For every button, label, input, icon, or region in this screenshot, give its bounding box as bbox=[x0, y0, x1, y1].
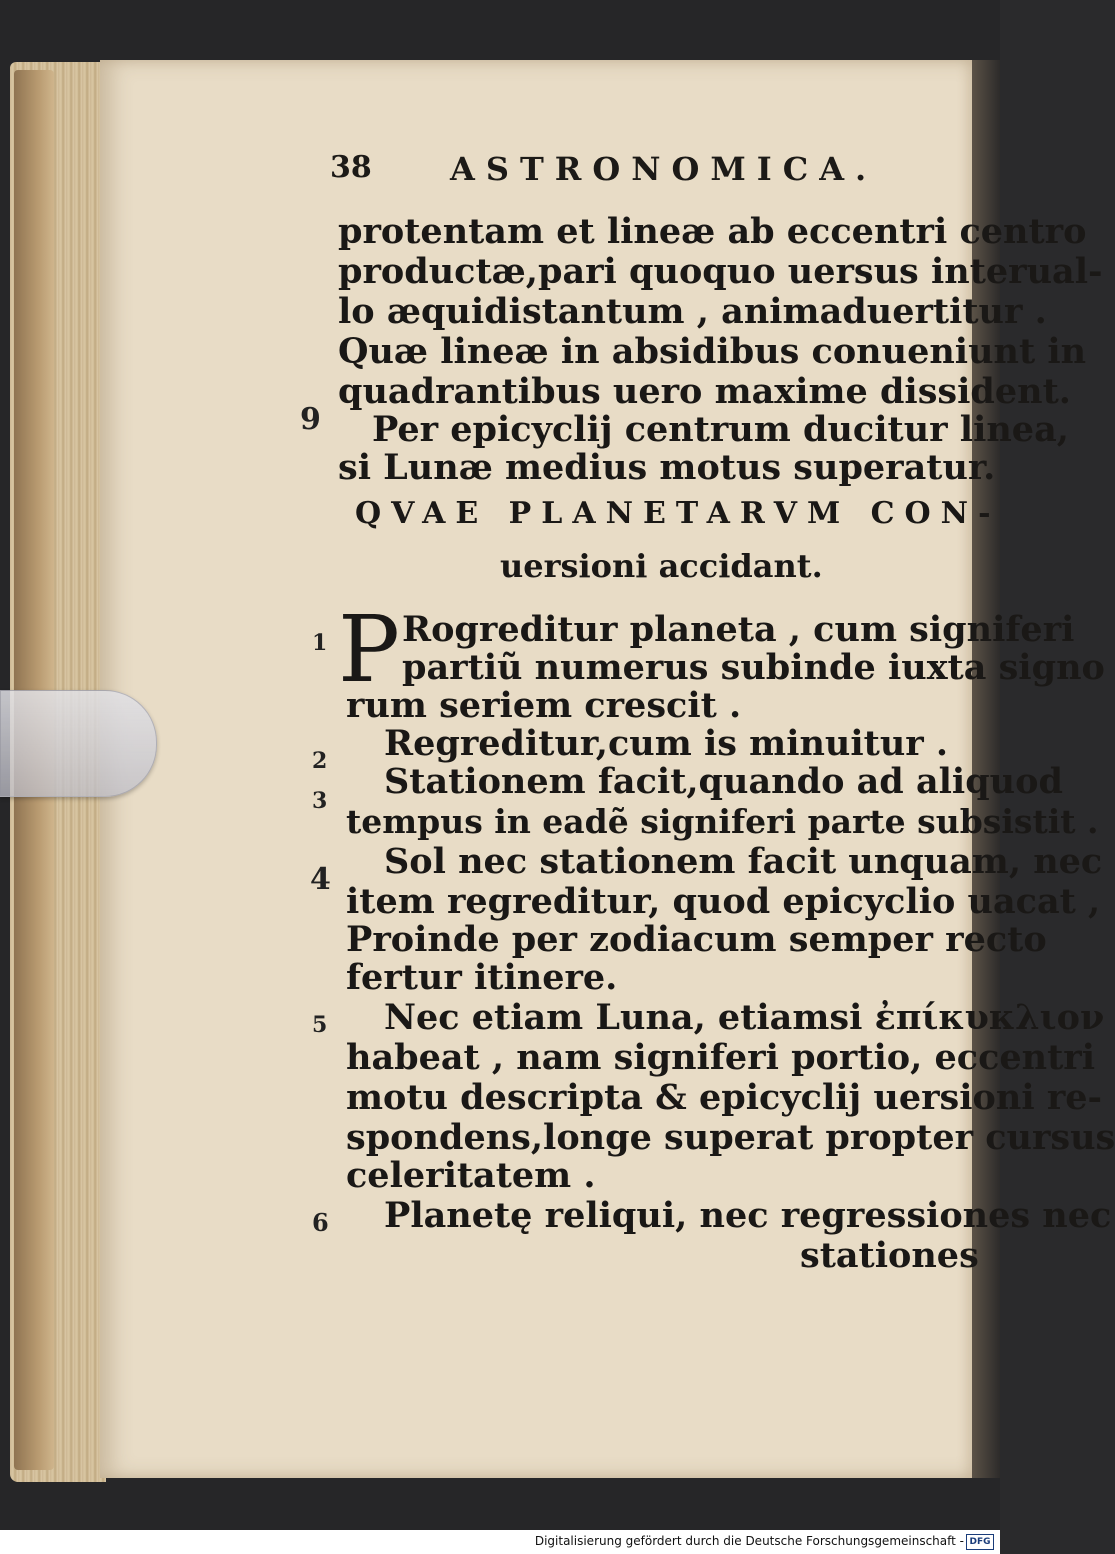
text-line: productæ,pari quoquo uersus interual- bbox=[338, 251, 1103, 292]
text-line: spondens,longe superat propter cursus bbox=[346, 1117, 1115, 1158]
dfg-logo: DFG bbox=[966, 1534, 994, 1550]
text-line: celeritatem . bbox=[346, 1155, 596, 1196]
margin-number: 5 bbox=[312, 1012, 328, 1038]
text-line: tempus in eadẽ signiferi parte subsistit . bbox=[346, 802, 1099, 841]
running-head bbox=[330, 150, 890, 194]
text-line: Sol nec stationem facit unquam, nec bbox=[384, 841, 1103, 882]
text-line: Planetę reliqui, nec regressiones nec bbox=[384, 1195, 1112, 1236]
page-holder-clip bbox=[0, 690, 157, 797]
catchword: stationes bbox=[800, 1235, 979, 1276]
text-line: Quæ lineæ in absidibus conueniunt in bbox=[338, 331, 1087, 372]
margin-number: 6 bbox=[312, 1208, 329, 1237]
section-heading: QVAE PLANETARVM CON- bbox=[355, 496, 1001, 531]
margin-number: 3 bbox=[312, 788, 328, 814]
margin-number: 4 bbox=[310, 862, 331, 897]
text-line: Regreditur,cum is minuitur . bbox=[384, 723, 949, 764]
text-line: protentam et lineæ ab eccentri centro bbox=[338, 211, 1087, 252]
margin-number: 9 bbox=[300, 402, 321, 437]
text-line: Per epicyclij centrum ducitur linea, bbox=[372, 409, 1069, 450]
section-heading-subtitle: uersioni accidant. bbox=[500, 547, 823, 585]
text-line: Proinde per zodiacum semper recto bbox=[346, 919, 1047, 960]
margin-number: 1 bbox=[312, 630, 328, 656]
text-line: motu descripta & epicyclij uersioni re- bbox=[346, 1077, 1103, 1118]
text-line: habeat , nam signiferi portio, eccentri bbox=[346, 1037, 1096, 1078]
running-head-title: ASTRONOMICA. bbox=[450, 150, 878, 188]
text-line: fertur itinere. bbox=[346, 957, 618, 998]
text-line: item regreditur, quod epicyclio uacat , bbox=[346, 881, 1101, 922]
text-line: Stationem facit,quando ad aliquod bbox=[384, 761, 1063, 802]
page-number: 38 bbox=[330, 150, 372, 185]
margin-number: 2 bbox=[312, 748, 328, 774]
text-line: Nec etiam Luna, etiamsi ἐπίκυκλιον bbox=[384, 997, 1105, 1038]
text-line: rum seriem crescit . bbox=[346, 685, 742, 726]
text-line: lo æquidistantum , animaduertitur . bbox=[338, 291, 1047, 332]
text-line: si Lunæ medius motus superatur. bbox=[338, 447, 996, 488]
footer-credit: Digitalisierung gefördert durch die Deutsche Forschungsgemeinschaft - bbox=[534, 1534, 964, 1548]
text-line: partiũ numerus subinde iuxta signo bbox=[402, 647, 1105, 688]
text-line: quadrantibus uero maxime dissident. bbox=[338, 371, 1071, 412]
drop-cap: P bbox=[338, 596, 400, 703]
text-line: Rogreditur planeta , cum signiferi bbox=[402, 609, 1075, 650]
